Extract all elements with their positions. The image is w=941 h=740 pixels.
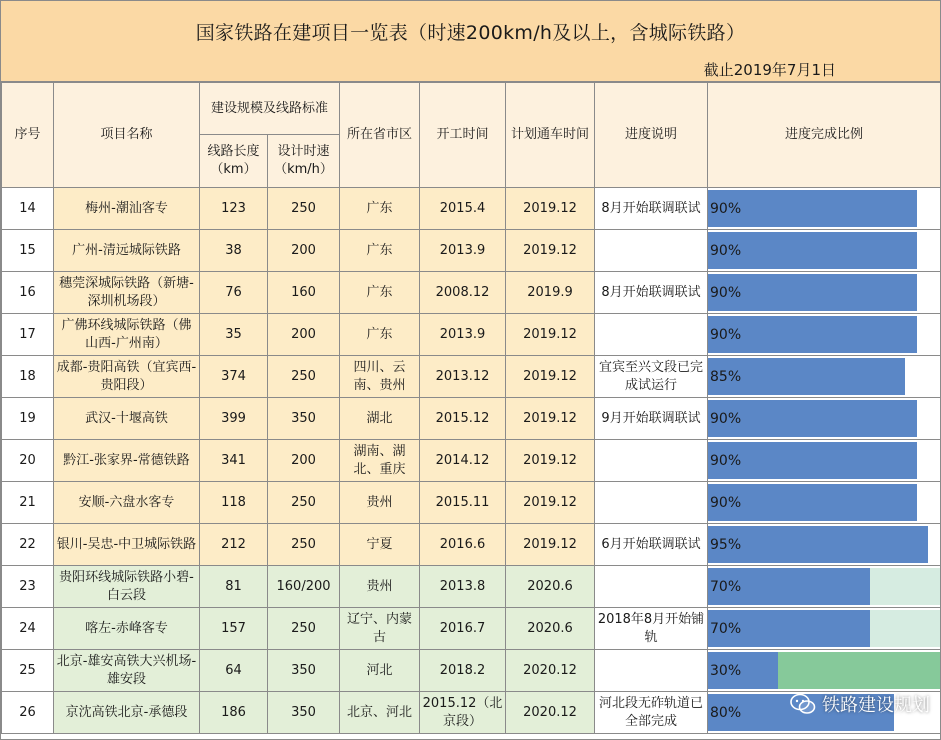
progress-label: 90% [710,494,742,511]
row-province: 广东 [340,314,420,356]
row-seq: 25 [2,650,54,692]
header-seq: 序号 [2,83,54,188]
row-start: 2008.12 [420,272,506,314]
row-speed: 200 [268,314,340,356]
progress-label: 85% [710,368,742,385]
header-row [2,83,941,135]
row-seq: 23 [2,566,54,608]
row-length: 123 [200,188,268,230]
row-name: 梅州-潮汕客专 [54,188,200,230]
row-open: 2019.12 [506,356,595,398]
row-province: 辽宁、内蒙古 [340,608,420,650]
row-speed: 350 [268,692,340,734]
table-row [2,314,941,356]
row-seq: 22 [2,524,54,566]
row-start: 2013.8 [420,566,506,608]
row-start: 2016.6 [420,524,506,566]
row-start: 2018.2 [420,650,506,692]
progress-cell [708,314,941,356]
row-province: 北京、河北 [340,692,420,734]
row-length: 186 [200,692,268,734]
progress-cell [708,188,941,230]
wechat-icon [790,693,816,715]
row-speed: 250 [268,188,340,230]
progress-label: 95% [710,536,742,553]
row-length: 35 [200,314,268,356]
row-note [595,566,708,608]
row-seq: 26 [2,692,54,734]
row-open: 2019.9 [506,272,595,314]
row-note: 宜宾至兴文段已完成试运行 [595,356,708,398]
row-seq: 14 [2,188,54,230]
row-open: 2019.12 [506,230,595,272]
header-province: 所在省市区 [340,83,420,188]
row-length: 399 [200,398,268,440]
progress-cell [708,650,941,692]
table-row [2,440,941,482]
row-speed: 250 [268,524,340,566]
row-speed: 250 [268,356,340,398]
progress-label: 80% [710,704,742,721]
row-name: 安顺-六盘水客专 [54,482,200,524]
progress-label: 90% [710,452,742,469]
row-open: 2019.12 [506,188,595,230]
row-province: 贵州 [340,566,420,608]
table-row [2,482,941,524]
row-note: 9月开始联调联试 [595,398,708,440]
row-open: 2019.12 [506,482,595,524]
project-table [1,82,941,734]
header-scale-group: 建设规模及线路标准 [200,83,340,135]
row-start: 2015.11 [420,482,506,524]
table-row [2,650,941,692]
row-open: 2020.12 [506,650,595,692]
row-name: 喀左-赤峰客专 [54,608,200,650]
row-length: 76 [200,272,268,314]
progress-label: 90% [710,284,742,301]
row-name: 银川-吴忠-中卫城际铁路 [54,524,200,566]
row-province: 宁夏 [340,524,420,566]
progress-label: 90% [710,326,742,343]
as-of-date: 截止2019年7月1日 [703,61,836,79]
row-length: 118 [200,482,268,524]
row-seq: 16 [2,272,54,314]
row-seq: 21 [2,482,54,524]
row-province: 广东 [340,272,420,314]
progress-cell [708,482,941,524]
header-speed: 设计时速（km/h） [268,135,340,188]
progress-cell [708,524,941,566]
row-name: 贵阳环线城际铁路小碧-白云段 [54,566,200,608]
row-name: 广州-清远城际铁路 [54,230,200,272]
progress-label: 70% [710,578,742,595]
watermark [790,691,930,717]
progress-cell [708,566,941,608]
row-seq: 18 [2,356,54,398]
header-open: 计划通车时间 [506,83,595,188]
row-start: 2015.12（北京段） [420,692,506,734]
row-speed: 350 [268,398,340,440]
row-province: 湖北 [340,398,420,440]
header-start: 开工时间 [420,83,506,188]
row-length: 38 [200,230,268,272]
row-seq: 20 [2,440,54,482]
row-province: 四川、云南、贵州 [340,356,420,398]
row-start: 2013.9 [420,230,506,272]
row-seq: 24 [2,608,54,650]
row-speed: 200 [268,440,340,482]
row-province: 湖南、湖北、重庆 [340,440,420,482]
row-length: 212 [200,524,268,566]
row-seq: 15 [2,230,54,272]
row-name: 广佛环线城际铁路（佛山西-广州南） [54,314,200,356]
watermark-text: 铁路建设规划 [822,695,930,716]
row-start: 2014.12 [420,440,506,482]
row-note: 2018年8月开始铺轨 [595,608,708,650]
row-note: 8月开始联调联试 [595,272,708,314]
row-name: 京沈高铁北京-承德段 [54,692,200,734]
row-note: 8月开始联调联试 [595,188,708,230]
row-name: 北京-雄安高铁大兴机场-雄安段 [54,650,200,692]
header-name: 项目名称 [54,83,200,188]
row-note [595,482,708,524]
progress-cell [708,398,941,440]
row-open: 2019.12 [506,524,595,566]
header-length: 线路长度（km） [200,135,268,188]
row-length: 64 [200,650,268,692]
row-seq: 17 [2,314,54,356]
table-row [2,188,941,230]
row-name: 成都-贵阳高铁（宜宾西-贵阳段） [54,356,200,398]
row-open: 2020.12 [506,692,595,734]
row-start: 2015.4 [420,188,506,230]
row-note [595,650,708,692]
row-note: 6月开始联调联试 [595,524,708,566]
row-note [595,440,708,482]
row-start: 2013.12 [420,356,506,398]
row-start: 2013.9 [420,314,506,356]
progress-label: 70% [710,620,742,637]
progress-label: 90% [710,200,742,217]
row-length: 341 [200,440,268,482]
header-progress-ratio: 进度完成比例 [708,83,941,188]
progress-cell [708,440,941,482]
row-length: 81 [200,566,268,608]
table-row [2,398,941,440]
table-title: 国家铁路在建项目一览表（时速200km/h及以上，含城际铁路） [195,22,746,44]
row-name: 武汉-十堰高铁 [54,398,200,440]
row-start: 2016.7 [420,608,506,650]
row-note [595,230,708,272]
row-start: 2015.12 [420,398,506,440]
row-province: 广东 [340,188,420,230]
progress-label: 90% [710,242,742,259]
row-open: 2019.12 [506,440,595,482]
progress-label: 30% [710,662,742,679]
row-speed: 200 [268,230,340,272]
row-length: 157 [200,608,268,650]
row-open: 2019.12 [506,314,595,356]
row-open: 2020.6 [506,566,595,608]
progress-label: 90% [710,410,742,427]
row-province: 河北 [340,650,420,692]
table-row [2,524,941,566]
row-length: 374 [200,356,268,398]
row-note [595,314,708,356]
row-seq: 19 [2,398,54,440]
row-speed: 250 [268,482,340,524]
progress-cell [708,356,941,398]
row-name: 穗莞深城际铁路（新塘-深圳机场段） [54,272,200,314]
progress-cell [708,272,941,314]
table-row [2,356,941,398]
row-name: 黔江-张家界-常德铁路 [54,440,200,482]
table-row [2,230,941,272]
row-province: 广东 [340,230,420,272]
row-province: 贵州 [340,482,420,524]
table-row [2,608,941,650]
progress-cell [708,230,941,272]
title-block [1,1,940,82]
row-speed: 350 [268,650,340,692]
row-open: 2019.12 [506,398,595,440]
row-note: 河北段无砟轨道已全部完成 [595,692,708,734]
progress-cell [708,608,941,650]
table-row [2,272,941,314]
row-speed: 250 [268,608,340,650]
row-speed: 160 [268,272,340,314]
table-row [2,566,941,608]
row-open: 2020.6 [506,608,595,650]
progress-bar [708,526,928,563]
header-progress-note: 进度说明 [595,83,708,188]
row-speed: 160/200 [268,566,340,608]
